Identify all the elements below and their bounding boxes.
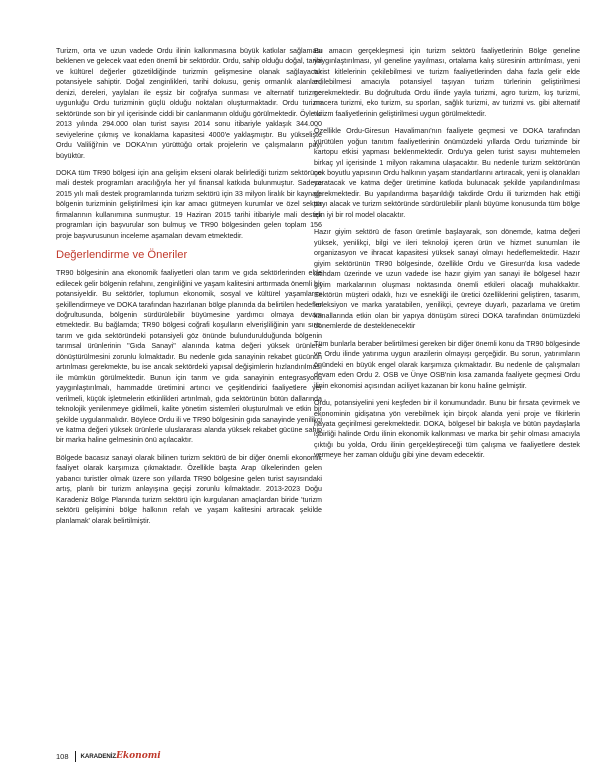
right-column <box>314 46 580 468</box>
paragraph-bacasiz-sanayi: Bölgede bacasız sanayi olarak bilinen turizm sektörü de bir diğer önemli ekonomik faaliyet olarak karşımıza çıkmaktadır. Özellikle başta Arap ülkelerinden gelen yabancı turistler olmak üzere son yıllarda TR90 bölgesine gelen turist sayısındaki artış, planlı bir turizm anlayışına geçişi zorunlu kılmaktadır. 2013-2023 Doğu Karadeniz Bölge Planında turizm sektörü için kurgulanan amaçlardan biride 'turizm sektörü gelişimini bölge halkının refah ve yaşam kalitesini artıracak şekilde planlamak' olarak belirtilmiştir. <box>56 453 322 525</box>
paragraph-turizm-intro: Turizm, orta ve uzun vadede Ordu ilinin kalkınmasına büyük katkılar sağlaması beklenen ve gelecek vaat eden önemli bir sektördür. Ordu, sahip olduğu doğal, tarihi ve kültürel değerler gözetildiğinde turizmin gelişmesine olanak sağlayacak potansiyele sahiptir. Doğal zenginlikleri, tarihi dokusu, geniş ormanlık alanları, denizi, dereleri, yaylaları ile eşsiz bir coğrafya sunması ve alternatif turizme uygunluğu Ordu turizminin güçlü olduğu noktaları oluşturmaktadır. Ordu turizm sektöründe son bir yıl içerisinde ciddi bir canlanmanın olduğu görülmektedir. Öyle ki 2013 yılında 294.000 olan turist sayısı 2014 sonu itibariyle yaklaşık 344.000 seviyelerine çıkmış ve konaklama kapasitesi 4000'e yaklaşmıştır. Bu yükselişte Ordu Valiliği'nin ve DOKA'nın yürüttüğü ortak projelerin ve çalışmaların payı büyüktür. <box>56 47 322 160</box>
paragraph-osb: Tüm bunlarla beraber belirtilmesi gereken bir diğer önemli konu da TR90 bölgesinde ve Ordu ilinde yatırıma uygun arazilerin olmayışı gerçeğidir. Bu sorun, yatırımların önündeki en büyük engel olarak karşımıza çıkmaktadır. Bu nedenle de çalışmaları devam eden Ordu 2. OSB ve Ünye OSB'nin kısa zamanda faaliyete geçmesi Ordu ilinin ekonomisi açısından aciliyet kazanan bir konu haline gelmiştir. <box>314 339 580 390</box>
page-footer <box>56 748 161 764</box>
page-number: 108 <box>56 751 69 761</box>
paragraph-hazir-giyim: Hazır giyim sektörü de fason üretimle başlayarak, son dönemde, katma değeri yüksek, yenilikçi, bilgi ve ileri teknoloji içeren ürün ve hizmet sunumları ile organizasyon ve ihracat kapasitesi yüksek sanayi olmayı hedeflemektedir. Hazır giyim sektörünün TR90 bölgesinde, özellikle Ordu ve Giresun'da kısa vadede istihdam üzerinde ve uzun vadede ise hazır giyim yan sanayi ile bölgesel hazır giyim markalarının oluşması noktasında önemli etkileri olacağı muhakkaktır. Sektörün müşteri odaklı, hızı ve esnekliği ile üretici özelliklerini geliştiren, tasarım, koleksiyon ve marka yaratabilen, yenilikçi, çevreye duyarlı, pazarlama ve üretim kanallarında etkin olan bir yapıya dönüşüm süreci DOKA tarafından önümüzdeki dönemlerde de desteklenecektir <box>314 228 580 331</box>
footer-divider <box>75 751 76 762</box>
paragraph-havalimani: Özellikle Ordu-Giresun Havalimanı'nın faaliyete geçmesi ve DOKA tarafından yürütülen yoğun tanıtım faaliyetlerinin önümüzdeki yıllarda Ordu turizminde bir kartopu etkisi yapması beklenmektedir. Ordu'ya gelen turist sayısı muhtemelen birkaç yıl içerisinde 1 milyon rakamına ulaşacaktır. Bu nedenle turizm sektörünün çok boyutlu yapısının Ordu halkının yaşam standartlarını artıracak, yeni iş olanakları yaratacak ve katma değer üretimine katkıda bulunacak şekilde yapılandırılması gerekmektedir. Bu yapılandırma başarıldığı takdirde Ordu ili turizmden hak ettiği payı alacak ve turizm sektöründe sürdürülebilir planlı büyüme konusunda tüm bölge için iyi bir rol model olacaktır. <box>314 127 580 219</box>
logo-ekonomi-text: Ekonomi <box>116 751 161 761</box>
left-column <box>56 46 322 533</box>
paragraph-sonuc: Ordu, potansiyelini yeni keşfeden bir il konumundadır. Bunu bir fırsata çevirmek ve ekonominin gidişatına yön verebilmek için birçok alanda yeni proje ve fikirlerin hayata geçirilmesi gerekmektedir. DOKA, bölgesel bir bakışla ve bütün paydaşlarla işbirliği halinde Ordu ilinin ekonomik kalkınması ve marka bir şehir olması amacıyla çıktığı bu yolda, Ordu ilinin gerçekleştireceği tüm çalışma ve faaliyetlere destek vermeye her zaman olduğu gibi yine devam edecektir. <box>314 399 580 460</box>
paragraph-doka-tr90: DOKA tüm TR90 bölgesi için ana gelişim ekseni olarak belirlediği turizm sektörüne mali destek programları aracılığıyla her yıl finansal katkıda bulunmuştur. Sadece 2015 yılı mali destek programlarında turizm sektörü için 33 milyon liralık bir kaynağı bölgenin turizminin geliştirilmesi için kar amacı gütmeyen kurumlar ve özel sektör firmalarının kullanımına sunmuştur. 19 Haziran 2015 tarihi itibariyle mali destek programları için başvurular son bulmuş ve TR90 bölgesinden gelen toplam 156 proje başvurusunun inceleme aşamaları devam etmektedir. <box>56 168 322 240</box>
section-title: Değerlendirme ve Öneriler <box>56 249 188 262</box>
paragraph-tarim-gida: TR90 bölgesinin ana ekonomik faaliyetleri olan tarım ve gıda sektörlerinden elde edilecek gelir bölgenin refahını, zenginliğini ve yaşam kalitesini arttırmada önemli bir potansiyeldir. Bu sektörler, toplumun ekonomik, sosyal ve kültürel yaşamlarını şekillendirmeye ve DOKA tarafından hazırlanan bölge planında da belirtilen hedefler doğrultusunda, bölgenin sürdürülebilir büyümesine yardımcı olmaya devam etmektedir. Bu bağlamda; TR90 bölgesi coğrafi koşulların elverişliliğinin yanı sıra, tarım ve gıda sektöründeki potansiyeli göz önünde bulundurulduğunda bölgenin tarımsal ürünlerinin "Gıda Sanayi" alanında katma değeri yüksek ürünlere dönüştürülmesini zorunlu kılmaktadır. Bu nedenle gıda sanayinin rekabet gücünün artırılması gerekmekte, bu ise ancak sektördeki yapısal değişimlerin hızlandırılması ile mümkün görülmektedir. Bunun için tarım ve gıda sanayinin entegrasyonu yaygınlaştırılmalı, hammadde üretimini artırıcı ve çeşitlendirici faaliyetlere yer verilmeli, küçük işletmelerin etkinlikleri artırılmalı, gıda sektörünün bütün dallarında teknolojik yenilenmeye gidilmeli, kalite yönetim sistemleri oluşturulmalı ve etkin bir şekilde uygulanmalıdır. Böylece Ordu ili ve TR90 bölgesinin gıda sanayinde yenilikçi ve katma değeri yüksek ürünlerle uluslararası alanda yüksek rekabet gücüne sahip bir marka haline gelmesinin önü açılacaktır. <box>56 269 322 445</box>
magazine-logo <box>81 751 161 761</box>
logo-karadeniz-text: KARADENİZ <box>80 753 117 760</box>
paragraph-alternatif-turizm: Bu amacın gerçekleşmesi için turizm sektörü faaliyetlerinin Bölge geneline yaygınlaştırılması, yıl geneline yayılması, ortalama kalış süresinin arttırılması, yeni turist kitlelerinin çekilebilmesi ve turizm faaliyetlerinden daha fazla gelir elde edilebilmesi amacıyla potansiyel taşıyan turizm türlerinin geliştirilmesi gerekmektedir. Bu doğrultuda Ordu ilinde yayla turizmi, agro turizm, kış turizmi, macera turizmi, eko turizm, su sporları, sağlık turizmi, av turizmi vs. gibi alternatif turizm faaliyetlerinin geliştirilmesi uygun görülmektedir. <box>314 47 580 118</box>
